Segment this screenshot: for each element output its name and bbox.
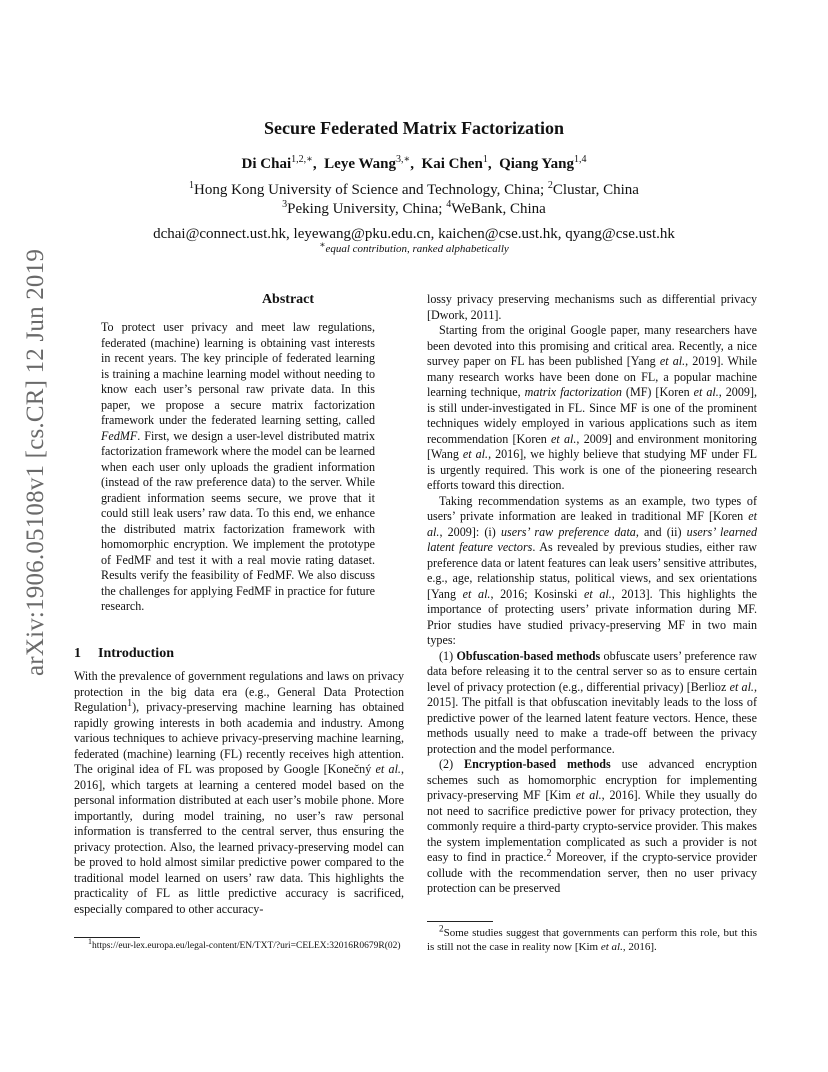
paragraph: (2) Encryption-based methods use advanced encryption schemes such as homomorphic encryption for implementing privacy-preserving MF [Kim et al., 2016]. While they usually do not need to sacrifice predictive power for privacy protection, they commonly require a third-party crypto-service provider. This makes the system implementation complicated as such a provider is not easy to find in practice.$^2$ Moreover, if the crypto-service provider collude with the recommendation server, then no user privacy protection can be preserved: [427, 757, 758, 895]
footnote-rule: [74, 937, 140, 938]
affiliation-line: $^1$Hong Kong University of Science and Technology, China; $^2$Clustar, China: [189, 180, 639, 198]
intro-paragraph: With the prevalence of government regulations and laws on privacy protection in the big data era (e.g., General Data Protection Regulation$^1$), privacy-preserving machine learning has obtained rapidly growing interests in both academia and industry. Among various techniques to achieve privacy-preserving machine learning, federated (machine) learning (FL) recently receives high attention. The original idea of FL was proposed by Google [Konečný et al., 2016], which targets at learning a centered model based on the personal information distributed at each user’s mobile phone. More importantly, during model training, no user’s raw personal information is transferred to the central server, thus ensuring the privacy protection. Also, the learned privacy-preserving model can be proved to hold almost similar predictive power compared to the traditional model learned on users’ raw data. This highlights the practicality of FL as little predictive accuracy is sacrificed, especially compared to other accuracy-: [74, 669, 404, 916]
abstract-body: To protect user privacy and meet law regulations, federated (machine) learning is obtaining vast interests in recent years. The key principle of federated learning is training a machine learning model without needing to know each user’s personal raw private data. In this paper, we propose a secure matrix factorization framework under the federated learning setting, called FedMF. First, we design a user-level distributed matrix factorization framework where the model can be learned when each user only uploads the gradient information (instead of the raw preference data) to the server. While gradient information seems secure, we prove that it could still leak users’ raw data. To this end, we enhance the distributed matrix factorization framework with homomorphic encryption. We implement the prototype of FedMF and test it with a real movie rating dataset. Results verify the feasibility of FedMF. We also discuss the challenges for applying FedMF in practice for future research.: [101, 320, 375, 613]
abstract-heading: Abstract: [261, 292, 315, 307]
paper-title: Secure Federated Matrix Factorization: [263, 118, 565, 138]
footnote-rule: [427, 921, 493, 922]
paragraph: Starting from the original Google paper, many researchers have been devoted into this promising and critical area. Recently, a nice survey paper on FL has been published [Yang et al., 2019]. While many research works have been done on FL, a popular machine learning technique, matrix factorization (MF) [Koren et al., 2009], is still under-investigated in FL. Since MF is one of the prominent techniques widely employed in various applications such as item recommendation [Koren et al., 2009] and environment monitoring [Wang et al., 2016], we highly believe that studying MF under FL is urgently required. This work is one of the pioneering research efforts toward this direction.: [427, 323, 758, 492]
author-emails: dchai@connect.ust.hk, leyewang@pku.edu.cn, kaichen@cse.ust.hk, qyang@cse.ust.hk: [153, 226, 675, 242]
section-heading: 1 Introduction: [74, 646, 174, 661]
author-name: Kai Chen: [421, 156, 483, 172]
author-name: Leye Wang: [324, 156, 396, 172]
affiliation-line: $^3$Peking University, China; $^4$WeBank, China: [282, 199, 546, 217]
paragraph: Taking recommendation systems as an example, two types of users’ private information are leaked in traditional MF [Koren et al., 2009]: (i) users’ raw preference data, and (ii) users’ learned latent feature vectors. As revealed by previous studies, either raw preference data or latent features can leak users’ sensitive attributes, e.g., age, relationship status, political views, and sex orientations [Yang et al., 2016; Kosinski et al., 2013]. This highlights the importance of protecting users’ private information during MF. Prior studies have studied privacy-preserving MF in two main types:: [427, 493, 757, 647]
arxiv-side-stamp: arXiv:1906.05108v1 [cs.CR] 12 Jun 2019: [22, 248, 49, 676]
author-name: Qiang Yang: [499, 156, 574, 172]
paragraph: (1) Obfuscation-based methods obfuscate users’ preference raw data before releasing it to the central server so as to ensure certain level of privacy protection (e.g., differential privacy) [Berlioz et al., 2015]. The pitfall is that obfuscation inevitably leads to the loss of predictive power of the learned latent feature vectors. Hence, these methods usually need to make a trade-off between the privacy protection and the model performance.: [427, 648, 758, 756]
equal-contribution-note: ∗equal contribution, ranked alphabetically: [319, 239, 509, 255]
right-column: [427, 292, 757, 897]
author-name: Di Chai: [241, 156, 292, 172]
paragraph: lossy privacy preserving mechanisms such as differential privacy [Dwork, 2011].: [427, 292, 757, 322]
footnote-1: $^1$https://eur-lex.europa.eu/legal-content/EN/TXT/?uri=CELEX:32016R0679R(02): [88, 936, 401, 951]
footnote-2: $^2$Some studies suggest that governments can perform this role, but this is still not the case in reality now [Kim et al., 2016].: [427, 923, 757, 953]
author-list: Di Chai$^{1,2,∗}$, Leye Wang$^{3,∗}$, Kai Chen$^1$, Qiang Yang$^{1,4}$: [241, 154, 587, 172]
